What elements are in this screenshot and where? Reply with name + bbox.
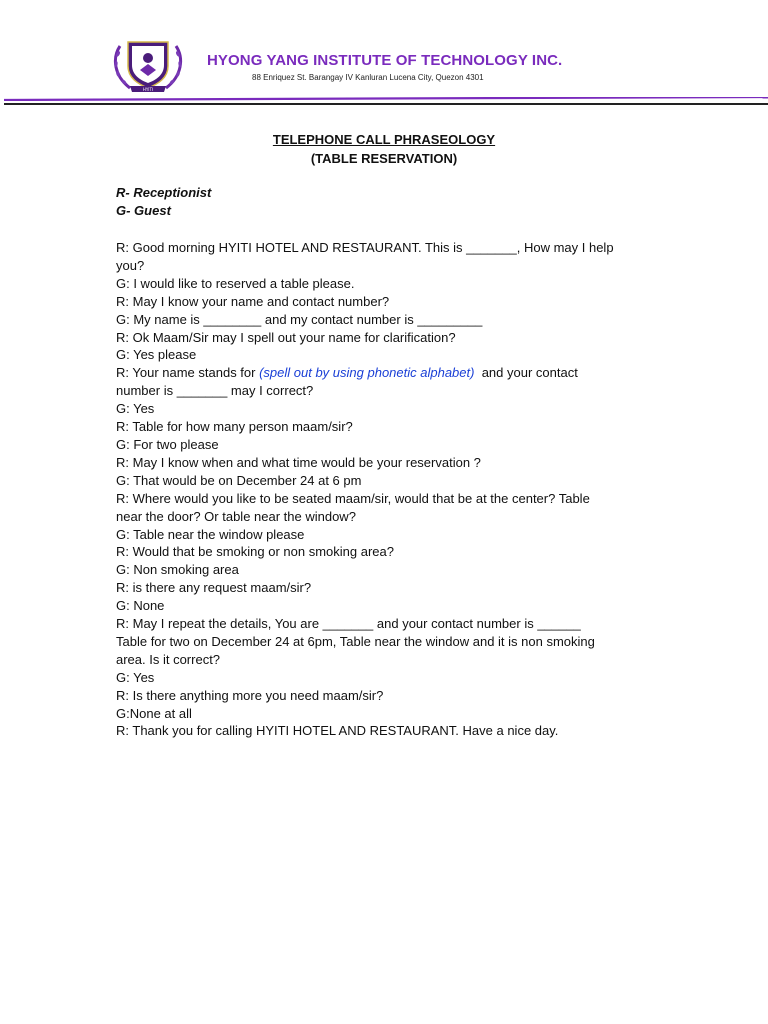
- dialogue-line: R: Thank you for calling HYITI HOTEL AND RESTAURANT. Have a nice day.: [116, 723, 559, 739]
- dialogue-line: R: Table for how many person maam/sir?: [116, 419, 353, 435]
- dialogue-line: G: Table near the window please: [116, 526, 305, 542]
- dialogue-line: near the door? Or table near the window?: [116, 508, 356, 524]
- dialogue-line: G: None: [116, 598, 165, 614]
- dialogue-line: R: Is there anything more you need maam/sir?: [116, 687, 384, 703]
- institution-name: HYONG YANG INSTITUTE OF TECHNOLOGY INC.: [207, 52, 563, 69]
- dialogue-text: R: Your name stands for: [116, 365, 260, 381]
- dialogue-line: G: My name is ________ and my contact number is _________: [116, 311, 483, 327]
- dialogue-line: G: For two please: [116, 436, 219, 452]
- dialogue-line: R: Where would you like to be seated maam/sir, would that be at the center? Table: [116, 490, 590, 506]
- dialogue-line: R: is there any request maam/sir?: [116, 580, 312, 596]
- legend-receptionist: R- Receptionist: [116, 185, 212, 200]
- seal-ribbon-text: HYITI: [142, 87, 154, 92]
- dialogue-line: R: May I repeat the details, You are _______ and your contact number is ______: [116, 616, 581, 632]
- school-seal-logo: [110, 36, 186, 94]
- dialogue-line: [116, 364, 656, 382]
- dialogue-line: R: Ok Maam/Sir may I spell out your name for clarification?: [116, 329, 456, 345]
- dialogue-line: G: I would like to reserved a table please.: [116, 275, 355, 291]
- header-divider-purple: [4, 97, 768, 101]
- dialogue-line: area. Is it correct?: [116, 651, 221, 667]
- instruction-note: (spell out by using phonetic alphabet): [259, 365, 475, 381]
- dialogue-line: R: May I know your name and contact number?: [116, 293, 390, 309]
- dialogue-line: R: May I know when and what time would be your reservation ?: [116, 454, 481, 470]
- institution-address: 88 Enriquez St. Barangay IV Kanluran Lucena City, Quezon 4301: [252, 73, 484, 82]
- header-divider-black: [4, 103, 768, 105]
- dialogue-line: G: That would be on December 24 at 6 pm: [116, 472, 362, 488]
- dialogue-line: G: Yes please: [116, 347, 197, 363]
- dialogue-line: G: Yes: [116, 669, 155, 685]
- dialogue-line: Table for two on December 24 at 6pm, Table near the window and it is non smoking: [116, 633, 595, 649]
- dialogue-text: and your contact: [474, 365, 578, 381]
- dialogue-line: you?: [116, 257, 145, 273]
- dialogue-line: G:None at all: [116, 705, 192, 721]
- document-title: TELEPHONE CALL PHRASEOLOGY: [272, 132, 496, 147]
- dialogue-line: G: Yes: [116, 401, 155, 417]
- letterhead: [0, 0, 768, 112]
- dialogue-line: R: Would that be smoking or non smoking area?: [116, 544, 394, 560]
- dialogue-line: number is _______ may I correct?: [116, 383, 314, 399]
- dialogue-script: [116, 239, 656, 740]
- dialogue-line: R: Good morning HYITI HOTEL AND RESTAURANT. This is _______, How may I help: [116, 240, 614, 255]
- document-subtitle: (TABLE RESERVATION): [310, 151, 458, 166]
- legend-guest: G- Guest: [116, 203, 171, 218]
- dialogue-line: G: Non smoking area: [116, 562, 239, 578]
